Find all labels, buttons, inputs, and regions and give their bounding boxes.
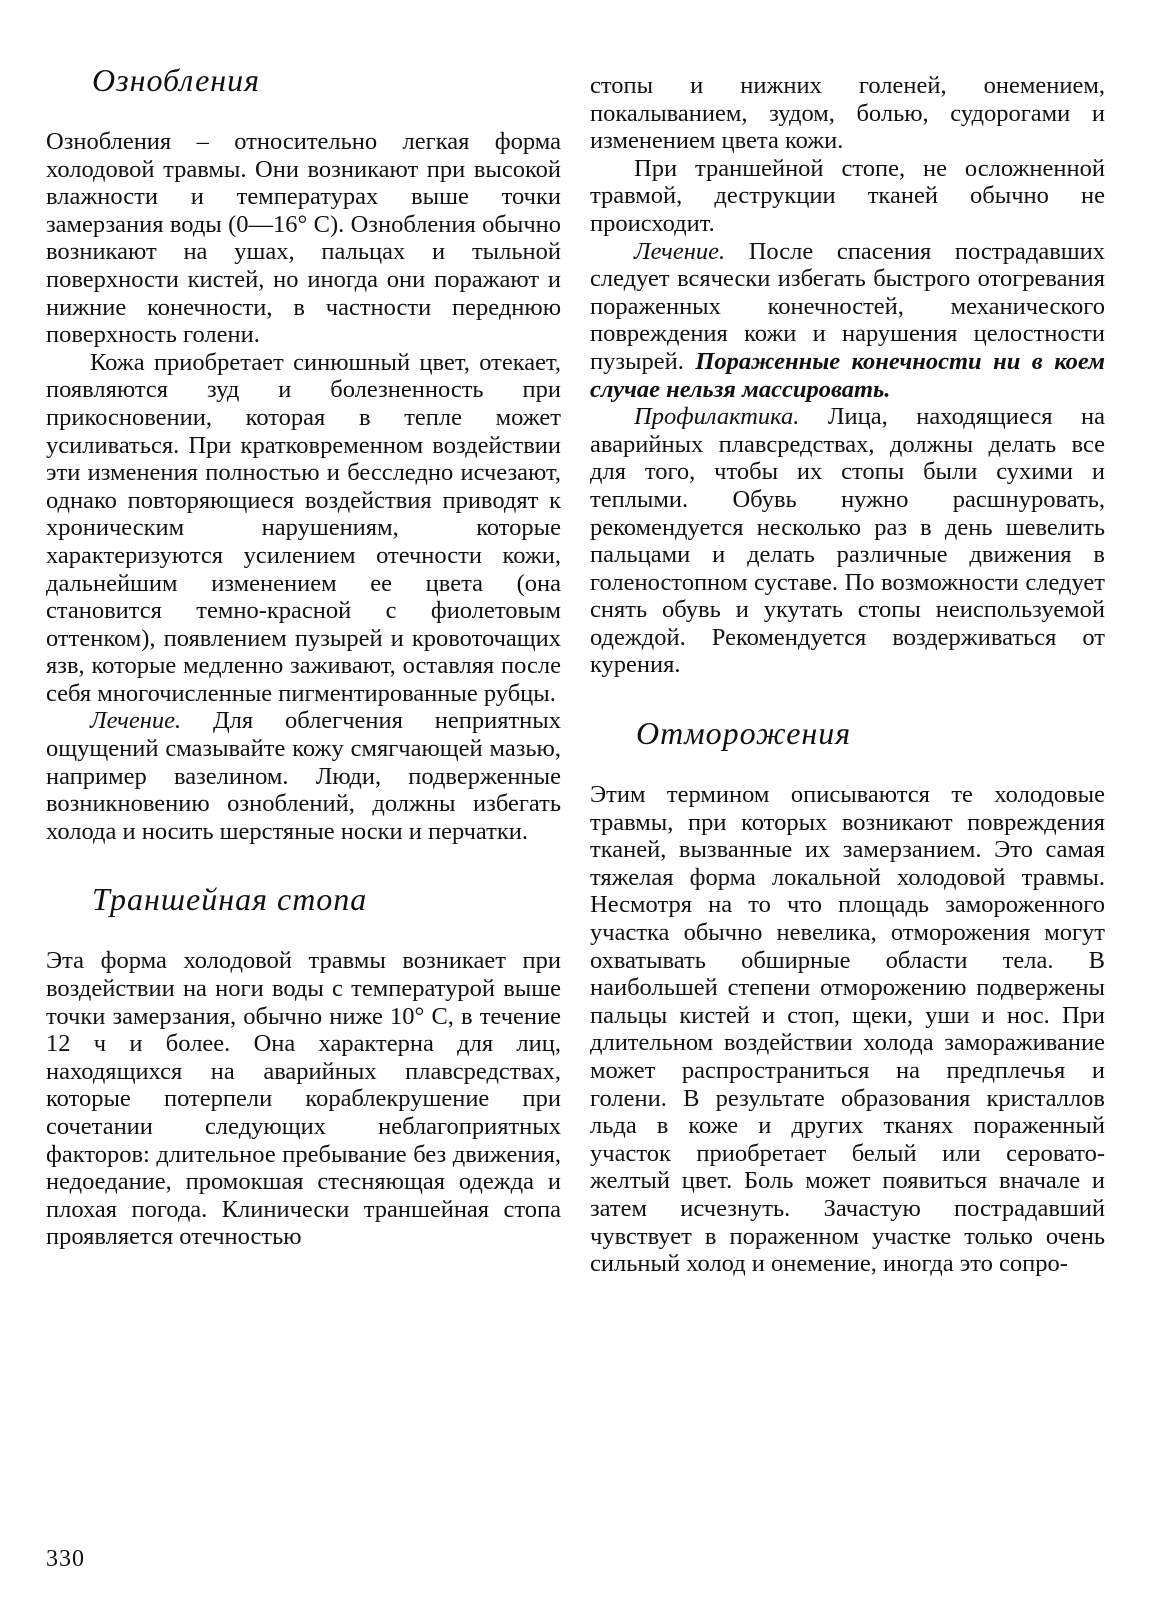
paragraph-lead: Лечение. — [634, 237, 726, 265]
paragraph: Кожа приобретает синюшный цвет, отекает, появляются зуд и болезненность при прикосновении, которая в тепле может усиливаться. При кратковременном воздействии эти изменения полностью и бесследно исчезают, однако повторяющиеся воздействия приводят к хроническим нарушениям, которые характеризуются усилением отечности кожи, дальнейшим изменением ее цвета (она становится темно-красной с фиолетовым оттенком), появлением пузырей и кровоточащих язв, которые медленно заживают, оставляя после себя многочисленные пигментированные рубцы. — [46, 348, 561, 707]
paragraph-text: После спасения пострадавших следует всячески избегать быстрого отогревания пораженных конечностей, механического повреждения кожи и нарушения целостности пузырей. — [590, 237, 1105, 375]
paragraph: Ознобления – относительно легкая форма холодовой травмы. Они возникают при высокой влажности и температурах выше точки замерзания воды (0—16° С). Ознобления обычно возникают на ушах, пальцах и тыльной поверхности кистей, но иногда они поражают и нижние конечности, в частности переднюю поверхность голени. — [46, 128, 561, 349]
paragraph-text: Для облегчения неприятных ощущений смазывайте кожу смягчающей мазью, например вазелином. Люди, подверженные возникновению озноблений, должны избегать холода и носить шерстяные носки и перчатки. — [46, 707, 561, 845]
paragraph: Этим термином описываются те холодовые травмы, при которых возникают повреждения тканей, вызванные их замерзанием. Это самая тяжелая форма локальной холодовой травмы. Несмотря на то что площадь замороженного участка обычно невелика, отморожения могут охватывать обширные области тела. В наибольшей степени отморожению подвержены пальцы кистей и стоп, щеки, уши и нос. При длительном воздействии холода замораживание может распространиться на предплечья и голени. В результате образования кристаллов льда в коже и других тканях пораженный участок приобретает белый или серовато-желтый цвет. Боль может появиться вначале и затем исчезнуть. Зачастую пострадавший чувствует в пораженном участке только очень сильный холод и онемение, иногда это сопро- — [590, 781, 1105, 1278]
paragraph: Эта форма холодовой травмы возникает при воздействии на ноги воды с температурой выше точки замерзания, обычно ниже 10° С, в течение 12 ч и более. Она характерна для лиц, находящихся на аварийных плавсредствах, которые потерпели кораблекрушение при сочетании следующих неблагоприятных факторов: длительное пребывание без движения, недоедание, промокшая стесняющая одежда и плохая погода. Клинически траншейная стопа проявляется отечностью — [46, 947, 561, 1251]
left-column — [46, 60, 561, 1251]
paragraph-lead: Лечение. — [90, 707, 182, 735]
paragraph-text: Лица, находящиеся на аварийных плавсредствах, должны делать все для того, чтобы их стопы были сухими и теплыми. Обувь нужно расшнуровать, рекомендуется несколько раз в день шевелить пальцами и делать различные движения в голеностопном суставе. По возможности следует снять обувь и укутать стопы неиспользуемой одеждой. Рекомендуется воздерживаться от курения. — [590, 403, 1105, 679]
paragraph: При траншейной стопе, не осложненной травмой, деструкции тканей обычно не происходит. — [590, 154, 1105, 237]
paragraph-treatment — [46, 707, 561, 845]
section-gap — [46, 845, 561, 879]
right-column — [590, 72, 1105, 1278]
page-number: 330 — [46, 1546, 85, 1572]
paragraph-lead: Профилактика. — [634, 403, 800, 431]
section-gap — [590, 679, 1105, 713]
section-title-trench-foot: Траншейная стопа — [92, 881, 368, 918]
paragraph: стопы и нижних голеней, онемением, покалыванием, зудом, болью, судорогами и изменением цвета кожи. — [590, 72, 1105, 155]
section-title-frostbite: Отморожения — [636, 715, 852, 752]
paragraph-treatment — [590, 238, 1105, 404]
paragraph-emphasis: Пораженные конечности ни в коем случае нельзя массировать. — [590, 347, 1105, 403]
section-title-chilblains: Ознобления — [92, 62, 261, 98]
paragraph-prevention — [590, 403, 1105, 679]
